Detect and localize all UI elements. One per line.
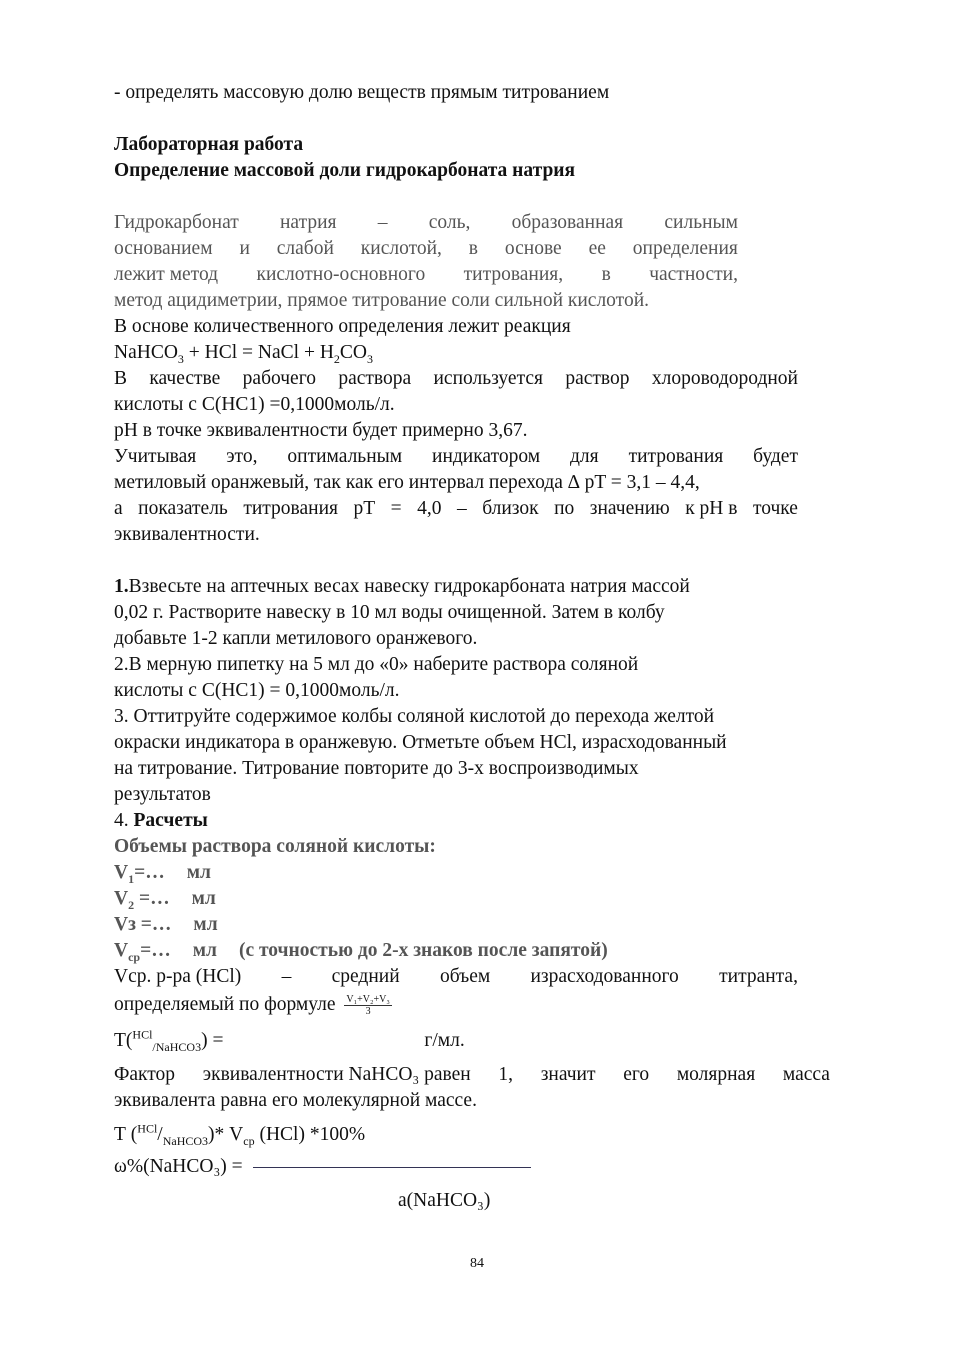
word: титрования <box>628 446 724 467</box>
word: к pH в <box>685 498 738 519</box>
volume-v2: $V_2$ =… мл <box>114 888 216 912</box>
word: – <box>281 966 292 987</box>
paragraph-line <box>114 496 798 522</box>
word: – <box>456 498 467 519</box>
word: для <box>570 446 599 467</box>
word: Vср. р-ра (HCl) <box>114 966 242 987</box>
paragraph-basis: В основе количественного определения лежит реакция <box>114 316 571 337</box>
word: В <box>114 368 128 389</box>
word: молярная <box>676 1064 756 1085</box>
step-2: 2.В мерную пипетку на 5 мл до «0» наберите раствора соляной кислоты с С(НС1) = 0,1000моль/л. <box>114 654 639 701</box>
word: объем <box>439 966 491 987</box>
word: титрования, <box>463 264 564 285</box>
volume-v1: $V_1=\dots$ мл <box>114 862 211 886</box>
word: кислотно-основного <box>256 264 426 285</box>
word: хлороводородной <box>651 368 798 389</box>
paragraph-line <box>114 444 798 470</box>
word: значит <box>540 1064 596 1085</box>
paragraph-line <box>114 522 798 548</box>
titer-line: Т($^{HCl}_{/NaHCO3}$) = г/мл. <box>114 1027 465 1054</box>
word: – <box>377 212 388 233</box>
average-volume-line <box>114 964 798 990</box>
word: будет <box>753 446 798 467</box>
paragraph-line <box>114 210 738 236</box>
word: рабочего <box>242 368 316 389</box>
omega-numerator: Т $(^{HCl}/_{NaHCO3})*$ $V_{ср}$ (HCl) *100% <box>114 1121 366 1148</box>
word: используется <box>433 368 543 389</box>
volume-v3: Vз =… мл <box>114 914 218 935</box>
word: Гидрокарбонат <box>114 212 239 233</box>
word: метод ацидиметрии, прямое титрование соли сильной кислотой. <box>114 290 650 311</box>
word: натрия <box>280 212 337 233</box>
omega-formula: ω%(NaHCO₃) = <box>114 1154 830 1180</box>
step-1: 1.Взвесьте на аптечных весах навеску гидрокарбоната натрия массой 0,02 г. Растворите навеску в 10 мл воды очищенной. Затем в колбу добавьте 1-2 капли метилового оранжевого. <box>114 576 690 649</box>
word: лежит метод <box>114 264 219 285</box>
formula-line: определяемый по формуле $\frac{\text{V₁+V₂+V₃}}{3}$ <box>114 994 390 1018</box>
paragraph-line <box>114 470 798 496</box>
word: израсходованного <box>530 966 679 987</box>
word: показатель <box>138 498 228 519</box>
word: pT <box>353 498 376 519</box>
volume-vcp: $V_{ср}=\dots$ мл (с точностью до 2-х знаков после запятой) <box>114 940 608 964</box>
paragraph-line <box>114 366 798 392</box>
word: титрования <box>243 498 338 519</box>
word: сильным <box>664 212 738 233</box>
word: близок <box>482 498 539 519</box>
word: качестве <box>149 368 221 389</box>
word: значению <box>589 498 670 519</box>
word: индикатором <box>432 446 541 467</box>
paragraph-line <box>114 392 798 418</box>
word: это, <box>226 446 258 467</box>
word: а <box>114 498 123 519</box>
word: точке <box>752 498 798 519</box>
word: метиловый оранжевый, так как его интервал перехода ∆ pT = 3,1 – 4,4, <box>114 472 700 493</box>
word: определения <box>632 238 738 259</box>
calc-heading: 4. Расчеты <box>114 810 208 831</box>
step-3: 3. Оттитруйте содержимое колбы соляной кислотой до перехода желтой окраски индикатора в оранжевую. Отметьте объем HCl, израсходованный на титрование. Титрование повторите до 3-х воспроизводимых результатов <box>114 706 727 805</box>
average-formula: $\frac{\text{V₁+V₂+V₃}}{3}$ <box>346 994 390 1018</box>
document-page <box>114 80 830 1214</box>
word: 4,0 <box>417 498 442 519</box>
paragraph-line <box>114 262 738 288</box>
word: и <box>239 238 250 259</box>
volumes-title: Объемы раствора соляной кислоты: <box>114 836 436 857</box>
word: масса <box>782 1064 830 1085</box>
reaction-equation: NaHCO$_3$ + HCl = NaCl + $H_2CO_3$ <box>114 342 374 366</box>
paragraph-indicator <box>114 444 798 548</box>
word: основе <box>504 238 562 259</box>
factor-line-2: эквивалента равна его молекулярной массе. <box>114 1090 477 1111</box>
word: основанием <box>114 238 213 259</box>
paragraph-definition <box>114 210 738 314</box>
word: кислотой, <box>360 238 442 259</box>
factor-line <box>114 1062 830 1088</box>
word: раствора <box>338 368 412 389</box>
word: эквивалентности. <box>114 524 260 545</box>
paragraph-line <box>114 288 738 314</box>
paragraph-ph: pH в точке эквивалентности будет примерно 3,67. <box>114 420 528 441</box>
word: Учитывая <box>114 446 197 467</box>
word: соль, <box>428 212 471 233</box>
paragraph-line <box>114 236 738 262</box>
word: ее <box>588 238 606 259</box>
word: оптимальным <box>287 446 403 467</box>
word: его <box>623 1064 650 1085</box>
word: = <box>390 498 402 519</box>
page-number: 84 <box>470 1256 484 1271</box>
word: образованная <box>511 212 624 233</box>
word: частности, <box>649 264 738 285</box>
word: титранта, <box>719 966 798 987</box>
word: слабой <box>276 238 334 259</box>
word: кислоты с С(НС1) =0,1000моль/л. <box>114 394 395 415</box>
word: эквивалентности NaHCO₃ равен <box>202 1064 471 1085</box>
word: по <box>554 498 575 519</box>
lab-subtitle: Определение массовой доли гидрокарбоната натрия <box>114 160 576 181</box>
paragraph-working-solution <box>114 366 798 418</box>
intro-line: - определять массовую долю веществ прямым титрованием <box>114 82 610 103</box>
fraction-bar <box>253 1167 531 1168</box>
word: средний <box>331 966 400 987</box>
word: раствор <box>565 368 630 389</box>
word: Фактор <box>114 1064 176 1085</box>
word: в <box>601 264 611 285</box>
omega-denominator: a(NaHCO₃) <box>398 1190 491 1211</box>
word: в <box>468 238 478 259</box>
lab-title: Лабораторная работа <box>114 134 304 155</box>
word: 1, <box>498 1064 514 1085</box>
